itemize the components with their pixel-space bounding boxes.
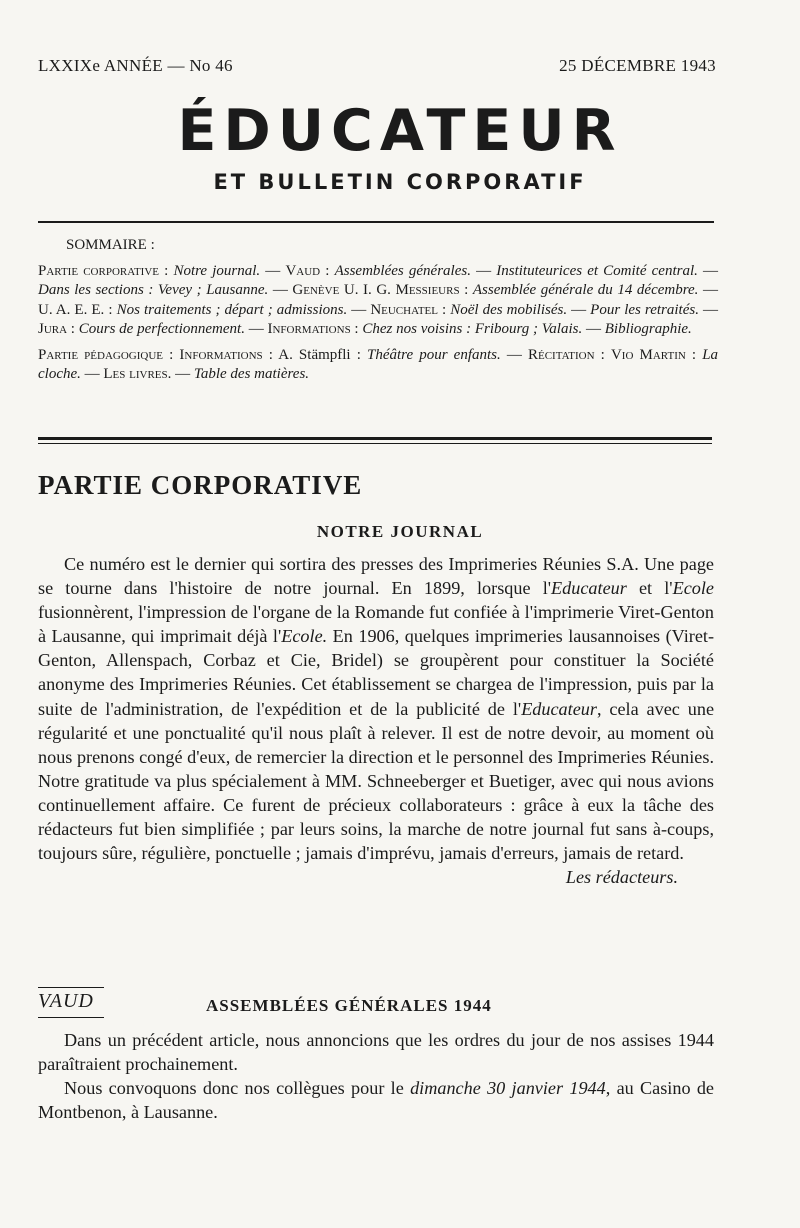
section-divider-top <box>38 437 712 440</box>
article-emphasis: Educateur <box>551 578 627 599</box>
vaud-text: , au Casino de Montbenon, à Lausanne. <box>38 1078 714 1123</box>
article-text: , cela avec une régularité et une ponctualité qu'il nous plaît à relever. Il est de notre devoir, au moment où nous prenons congé d'eux, de remercier la direction et le personnel des Imprimeries Réunies. Notre gratitude va plus spécialement à MM. Schneeberger et Buetiger, avec qui nous avions continuellement affaire. Ce furent de précieux collaborateurs : grâce à eux la tâche des rédacteurs fut bien simplifiée ; par leurs soins, la marche de notre journal fut sans à-coups, toujours sûre, régulière, ponctuelle ; jamais d'imprévu, jamais d'erreurs, jamais de retard. <box>38 698 715 864</box>
issue-date: 25 DÉCEMBRE 1943 <box>559 56 716 75</box>
toc-separator: — <box>582 321 605 337</box>
article-title: NOTRE JOURNAL <box>316 522 484 541</box>
toc-entry: Assemblée générale du 14 décembre. <box>472 282 699 298</box>
toc-heading: Informations : <box>179 346 273 363</box>
vaud-underline <box>38 1017 104 1018</box>
toc-entry: Bibliographie. <box>604 321 692 337</box>
masthead-divider <box>38 221 714 223</box>
toc-separator: — <box>500 346 528 363</box>
toc-separator: — <box>260 262 286 279</box>
article-text: Ce numéro est le dernier qui sortira des presses des Imprimeries Réunies S.A. Une page se tourne dans l'histoire de notre journal. En 1899, lorsque l' <box>38 554 714 599</box>
vaud-emphasis: dimanche 30 janvier 1944 <box>410 1078 606 1099</box>
sommaire-label: SOMMAIRE : <box>66 237 155 253</box>
section-divider-bottom <box>38 443 712 444</box>
toc-entry: Pour les retraités. <box>590 301 699 318</box>
vaud-label: VAUD <box>38 990 94 1012</box>
toc-separator: — <box>80 366 104 382</box>
toc-author: A. Stämpfli : <box>278 346 361 363</box>
toc-entry: Noël des mobilisés. <box>450 301 568 318</box>
toc-heading: U. A. E. E. : <box>38 301 113 318</box>
section-title: PARTIE CORPORATIVE <box>38 470 363 500</box>
vaud-body <box>38 1028 714 1124</box>
toc-heading: Partie corporative : <box>38 262 169 279</box>
masthead-title: ÉDUCATEUR <box>177 98 623 164</box>
toc-heading: Les livres. <box>103 366 172 382</box>
toc-entry: Dans les sections : Vevey ; Lausanne. <box>38 282 269 298</box>
toc-heading: Neuchatel : <box>370 301 447 318</box>
toc-separator: — <box>567 301 591 318</box>
table-of-contents <box>38 236 718 391</box>
toc-separator: — <box>347 301 371 318</box>
toc-entry: Nos traitements ; départ ; admissions. <box>116 301 348 318</box>
toc-separator: — <box>698 282 719 298</box>
toc-separator: — <box>470 262 497 279</box>
toc-author: Vio Martin : <box>610 346 697 363</box>
article-signature: Les rédacteurs. <box>565 867 678 888</box>
toc-heading: Vaud : <box>285 262 330 279</box>
vaud-title: ASSEMBLÉES GÉNÉRALES 1944 <box>206 996 492 1015</box>
toc-entry: Notre journal. <box>173 262 261 279</box>
toc-heading: Informations : <box>267 321 359 337</box>
vaud-paragraph <box>38 1076 714 1124</box>
toc-entry: La cloche. <box>38 346 719 382</box>
toc-entry: Théâtre pour enfants. <box>367 346 501 363</box>
article-emphasis: Educateur <box>521 698 597 719</box>
vaud-text: Nous convoquons donc nos collègues pour le <box>64 1078 411 1099</box>
toc-pedagogique <box>38 346 718 385</box>
article-body <box>38 552 714 889</box>
toc-entry: Instituteurices et Comité central. <box>496 262 698 279</box>
toc-entry: Assemblées générales. <box>334 262 471 279</box>
article-paragraph <box>38 552 715 888</box>
toc-heading: Jura : <box>38 321 75 337</box>
article-emphasis: Ecole. <box>281 626 328 647</box>
toc-separator: — <box>171 366 194 382</box>
toc-entry: Table des matières. <box>193 366 310 382</box>
issue-number: LXXIXe ANNÉE — No 46 <box>38 56 233 75</box>
article-text: fusionnèrent, l'impression de l'organe de la Romande fut confiée à l'imprimerie Viret-Genton à Lausanne, qui imprimait déjà l' <box>38 602 714 647</box>
toc-separator: — <box>244 321 268 337</box>
toc-entry: Chez nos voisins : Fribourg ; Valais. <box>362 321 583 337</box>
vaud-paragraph: Dans un précédent article, nous annoncions que les ordres du jour de nos assises 1944 paraîtraient prochainement. <box>38 1030 714 1075</box>
vaud-overline <box>38 987 104 988</box>
toc-separator: — <box>268 282 293 298</box>
toc-separator: — <box>697 262 719 279</box>
toc-heading: Récitation : <box>528 346 605 363</box>
toc-corporative <box>38 262 718 340</box>
masthead-subtitle: ET BULLETIN CORPORATIF <box>213 170 587 194</box>
article-emphasis: Ecole <box>672 578 714 599</box>
article-text: En 1906, quelques imprimeries lausannoises (Viret-Genton, Allenspach, Corbaz et Cie, Bridel) se groupèrent pour constituer la Société anonyme des Imprimeries Réunies. Cet établissement se chargea de l'impression, puis par la suite de l'administration, de l'expédition et de la publicité de l' <box>38 626 714 719</box>
toc-entry: Cours de perfectionnement. <box>78 321 245 337</box>
issue-header <box>38 56 716 76</box>
toc-heading: Partie pédagogique : <box>38 346 174 363</box>
toc-separator: — <box>698 301 718 318</box>
toc-heading: Genève U. I. G. Messieurs : <box>292 282 469 298</box>
article-text: et l' <box>626 578 673 599</box>
